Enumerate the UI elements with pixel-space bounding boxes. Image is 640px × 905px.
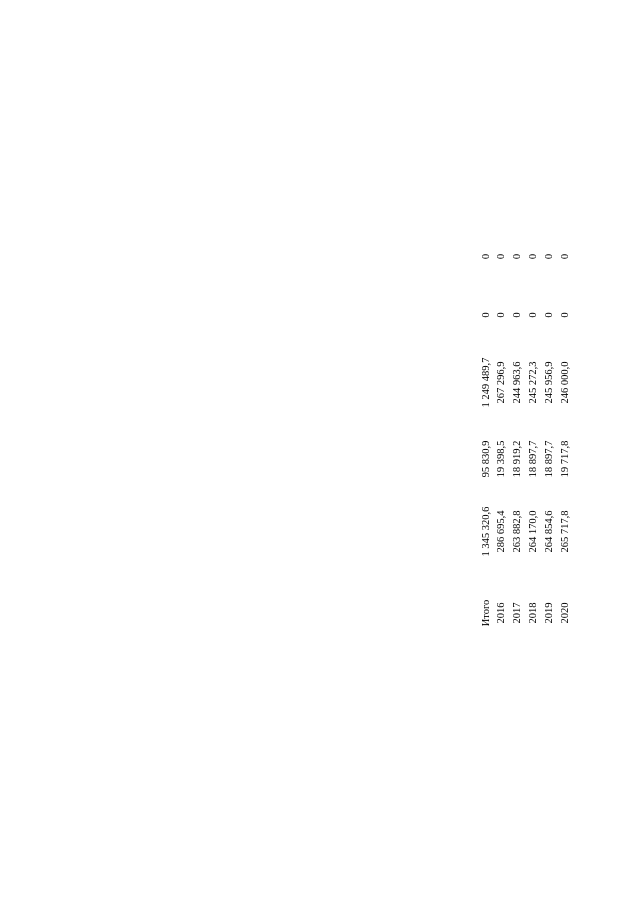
- summary-value-cell: 267 296,9: [496, 361, 507, 404]
- summary-value-cell: 0: [560, 312, 571, 318]
- summary-value-cell: 244 963,6: [512, 361, 523, 404]
- summary-value-cell: 0: [528, 312, 539, 318]
- summary-value-cell: 265 717,8: [560, 510, 571, 553]
- summary-value-cell: 245 272,3: [528, 361, 539, 404]
- summary-value-cell: 19 717,8: [560, 440, 571, 478]
- summary-value-cell: 0: [512, 253, 523, 260]
- summary-value-cell: 18 897,7: [544, 440, 555, 478]
- summary-value-cell: 246 000,0: [560, 361, 571, 404]
- summary-value-cell: 0: [544, 312, 555, 318]
- summary-value-cell: 0: [544, 253, 555, 260]
- summary-year-cell: 2019: [544, 602, 555, 624]
- summary-value-cell: 18 897,7: [528, 440, 539, 478]
- summary-value-cell: 1 345 320,6: [481, 506, 492, 557]
- summary-value-cell: 95 830,9: [481, 440, 492, 478]
- summary-year-cell: 2017: [512, 602, 523, 624]
- summary-value-cell: 0: [528, 253, 539, 260]
- summary-value-cell: 0: [512, 312, 523, 318]
- summary-value-cell: 286 695,4: [496, 510, 507, 553]
- summary-value-cell: 264 170,0: [528, 510, 539, 553]
- summary-value-cell: 0: [496, 312, 507, 318]
- summary-year-cell: 2020: [560, 602, 571, 624]
- summary-year-cell: 2018: [528, 602, 539, 624]
- summary-value-cell: 263 882,8: [512, 510, 523, 553]
- summary-value-cell: 245 956,9: [544, 361, 555, 404]
- summary-value-cell: 19 398,5: [496, 440, 507, 478]
- summary-value-cell: 0: [560, 253, 571, 260]
- summary-value-cell: 1 249 489,7: [481, 357, 492, 408]
- summary-year-cell: Итого: [481, 599, 492, 627]
- summary-value-cell: 0: [481, 253, 492, 260]
- summary-value-cell: 0: [496, 253, 507, 260]
- summary-value-cell: 0: [481, 312, 492, 318]
- summary-value-cell: 264 854,6: [544, 510, 555, 553]
- summary-year-cell: 2016: [496, 602, 507, 624]
- summary-value-cell: 18 919,2: [512, 440, 523, 478]
